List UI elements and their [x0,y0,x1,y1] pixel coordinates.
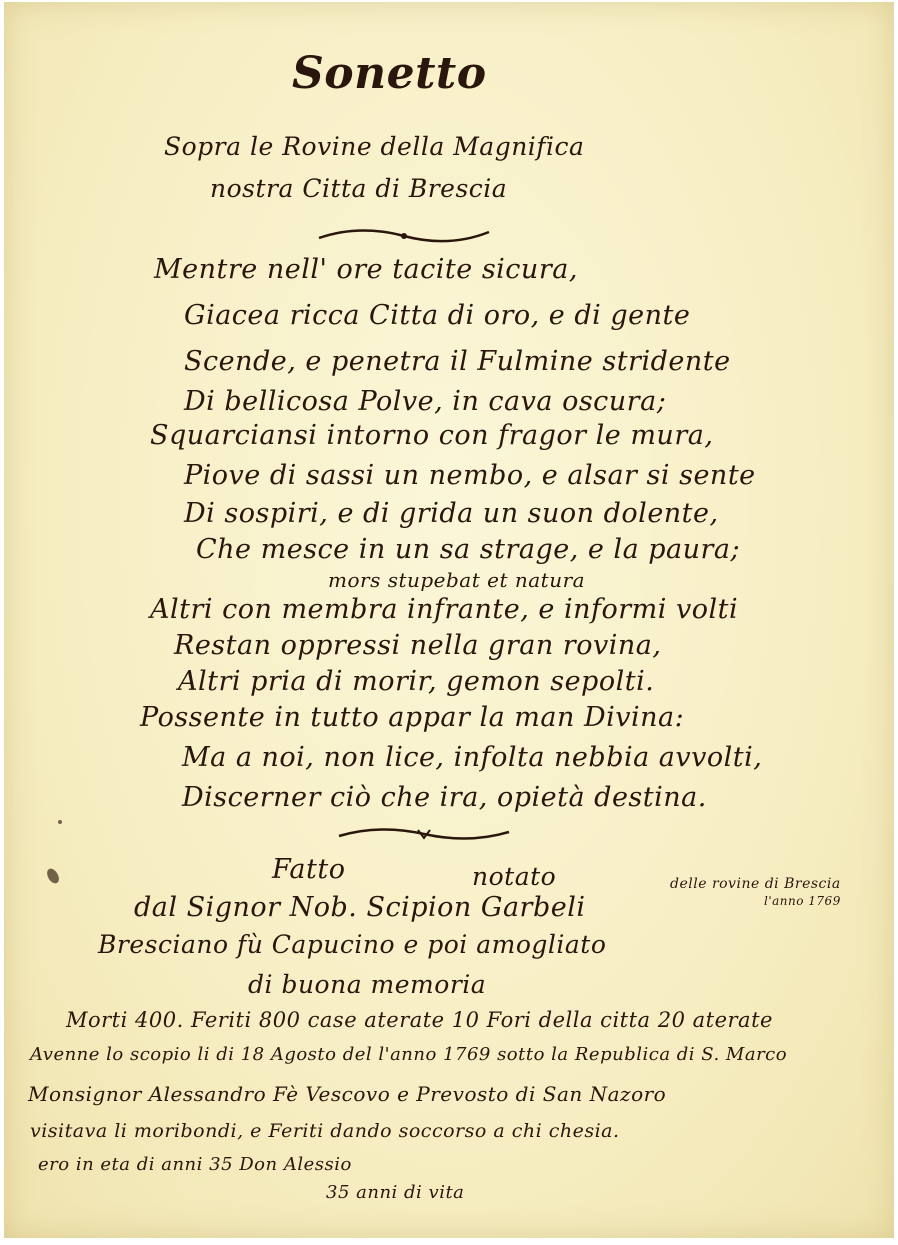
subtitle-line-2: nostra Citta di Brescia [210,174,508,203]
ink-speck [58,820,62,824]
flourish-divider-icon [314,224,494,248]
page-title: Sonetto [292,48,487,99]
note-notato: notato [472,862,557,891]
note-anni: 35 anni di vita [326,1182,465,1203]
note-avenne: Avenne lo scopio li di 18 Agosto del l'anno 1769 sotto la Republica di S. Marco [30,1044,788,1065]
verse-line-7: Di sospiri, e di grida un suon dolente, [184,498,719,529]
interlinear-note: mors stupebat et natura [328,568,586,592]
note-signor: dal Signor Nob. Scipion Garbeli [134,892,586,923]
verse-line-5: Squarciansi intorno con fragor le mura, [150,420,714,451]
ink-blot [45,867,62,886]
manuscript-sheet [4,2,894,1238]
verse-line-13: Ma a noi, non lice, infolta nebbia avvolti, [182,742,763,773]
note-monsignor: Monsignor Alessandro Fè Vescovo e Prevosto di San Nazoro [28,1082,667,1106]
side-note: delle rovine di Brescia [670,876,841,892]
note-bresciano: Bresciano fù Capucino e poi amogliato [98,930,607,959]
verse-line-12: Possente in tutto appar la man Divina: [140,702,685,733]
verse-line-1: Mentre nell' ore tacite sicura, [154,254,578,285]
subtitle-line-1: Sopra le Rovine della Magnifica [164,132,585,161]
verse-line-2: Giacea ricca Citta di oro, e di gente [184,300,691,331]
verse-line-4: Di bellicosa Polve, in cava oscura; [184,386,667,417]
note-visitava: visitava li moribondi, e Feriti dando soccorso a chi chesia. [30,1120,620,1142]
verse-line-8: Che mesce in un sa strage, e la paura; [196,534,741,565]
verse-line-3: Scende, e penetra il Fulmine stridente [184,346,731,377]
verse-line-11: Altri pria di morir, gemon sepolti. [178,666,655,697]
note-morti: Morti 400. Feriti 800 case aterate 10 Fori della citta 20 aterate [66,1008,773,1032]
side-note-date: l'anno 1769 [764,894,841,908]
verse-line-6: Piove di sassi un nembo, e alsar si sente [184,460,756,491]
verse-line-9: Altri con membra infrante, e informi volti [150,594,739,625]
verse-line-10: Restan oppressi nella gran rovina, [174,630,662,661]
note-fatto: Fatto [272,854,346,885]
verse-line-14: Discerner ciò che ira, opietà destina. [182,782,707,813]
note-memoria: di buona memoria [248,970,487,999]
flourish-divider-2-icon [334,822,514,846]
note-ero: ero in eta di anni 35 Don Alessio [38,1154,352,1175]
